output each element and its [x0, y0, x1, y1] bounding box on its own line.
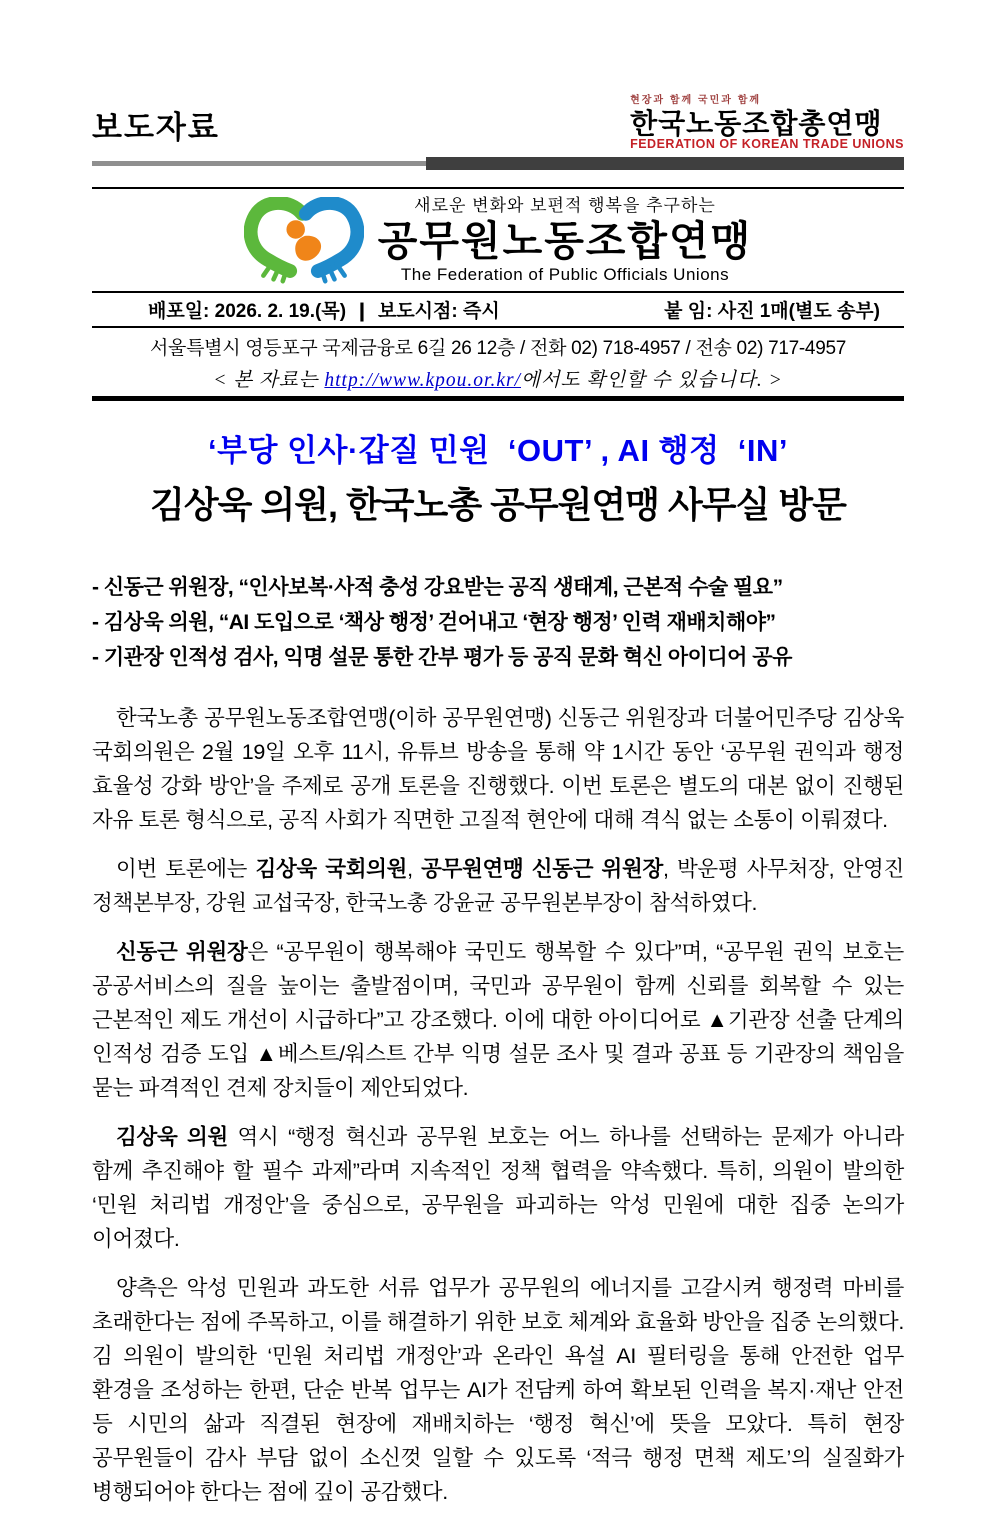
fktu-slogan: 현장과 함께 국민과 함께	[630, 95, 762, 106]
website-notice	[92, 364, 904, 392]
hands-heart-logo-icon	[244, 197, 364, 285]
org-english-name: The Federation of Public Officials Unions	[400, 265, 730, 285]
summary-item: - 신동근 위원장, “인사보복·사적 충성 강요받는 공직 생태계, 근본적 수술 필요”	[92, 576, 783, 600]
body-text: 역시 “행정 혁신과 공무원 보호는 어느 하나를 선택하는 문제가 아니라 함께 추진해야 할 필수 과제”라며 지속적인 정책 협력을 약속했다. 특히, 의원이 발의한 ‘민원 처리법 개정안’을 중심으로, 공무원을 파괴하는 악성 민원에 대한 집중 논의가 이어졌다.	[92, 1125, 904, 1252]
embargo-time: 보도시점: 즉시	[377, 301, 500, 323]
info-separator: ❙	[354, 301, 370, 323]
release-date: 배포일: 2026. 2. 19.(목)	[148, 301, 347, 323]
body-paragraph-4	[92, 1120, 904, 1256]
emphasis-text: 공무원연맹 신동근 위원장	[421, 857, 663, 882]
body-paragraph-1	[92, 701, 904, 837]
body-paragraph-5	[92, 1271, 904, 1509]
divider-thick-segment	[426, 157, 904, 170]
divider-thin-segment	[92, 161, 426, 166]
summary-list	[92, 570, 904, 675]
summary-item: - 김상욱 의원, “AI 도입으로 ‘책상 행정’ 걷어내고 ‘현장 행정’ 인력 재배치해야”	[92, 611, 776, 635]
notice-suffix: 에서도 확인할 수 있습니다. >	[521, 370, 783, 392]
emphasis-text: 김상욱 국회의원	[255, 857, 408, 882]
contact-block	[92, 328, 904, 401]
release-info	[148, 296, 500, 323]
fktu-logo-block	[630, 96, 904, 151]
article-body	[92, 701, 904, 1509]
org-name: 공무원노동조합연맹	[377, 217, 753, 264]
fktu-english-name: FEDERATION OF KOREAN TRADE UNIONS	[630, 136, 904, 151]
body-text: 양측은 악성 민원과 과도한 서류 업무가 공무원의 에너지를 고갈시켜 행정력 마비를 초래한다는 점에 주목하고, 이를 해결하기 위한 보호 체계와 효율화 방안을 집중 논의했다. 김 의원이 발의한 ‘민원 처리법 개정안’과 온라인 욕설 AI 필터링을 통해 안전한 업무 환경을 조성하는 한편, 단순 반복 업무는 AI가 전담케 하여 확보된 인력을 복지·재난 안전 등 시민의 삶과 직결된 현장에 재배치하는 ‘행정 혁신’에 뜻을 모았다. 특히 현장 공무원들이 감사 부담 없이 소신껏 일할 수 있도록 ‘적극 행정 면책 제도’의 실질화가 병행되어야 한다는 점에 깊이 공감했다.	[92, 1276, 904, 1505]
info-bar	[92, 291, 904, 328]
body-paragraph-3	[92, 935, 904, 1105]
summary-item: - 기관장 인적성 검사, 익명 설문 통한 간부 평가 등 공직 문화 혁신 아이디어 공유	[92, 646, 792, 670]
headline-main: ‘부당 인사·갑질 민원 ‘OUT’ , AI 행정 ‘IN’	[207, 433, 789, 469]
press-release-label: 보도자료	[92, 110, 220, 145]
kpou-url-link[interactable]: http://www.kpou.or.kr/	[324, 370, 521, 392]
body-text: 한국노총 공무원노동조합연맹(이하 공무원연맹) 신동근 위원장과 더불어민주당 김상욱 국회의원은 2월 19일 오후 11시, 유튜브 방송을 통해 약 1시간 동안 ‘공무원 권익과 행정 효율성 강화 방안’을 주제로 공개 토론을 진행했다. 이번 토론은 별도의 대본 없이 진행된 자유 토론 형식으로, 공직 사회가 직면한 고질적 현안에 대해 격식 없는 소통이 이뤄졌다.	[92, 706, 904, 833]
body-text: , 박운평 사무처장, 안영진 정책본부장, 강원 교섭국장, 한국노총 강윤균 공무원본부장이 참석하였다.	[92, 857, 904, 916]
body-text: ,	[407, 857, 422, 882]
fktu-name: 한국노동조합총연맹	[630, 107, 883, 139]
org-banner	[92, 189, 904, 291]
body-paragraph-2	[92, 852, 904, 920]
notice-prefix: < 본 자료는	[213, 370, 325, 392]
body-text: 은 “공무원이 행복해야 국민도 행복할 수 있다”며, “공무원 권익 보호는 공공서비스의 질을 높이는 출발점이며, 국민과 공무원이 함께 신뢰를 회복할 수 있는 근본적인 제도 개선이 시급하다”고 강조했다. 이에 대한 아이디어로 ▲기관장 선출 단계의 인적성 검증 도입 ▲베스트/워스트 간부 익명 설문 조사 및 결과 공표 등 기관장의 책임을 묻는 파격적인 견제 장치들이 제안되었다.	[92, 940, 904, 1101]
emphasis-text: 신동근 위원장	[116, 940, 248, 965]
masthead	[92, 96, 904, 170]
attachment-info: 붙 임: 사진 1매(별도 송부)	[664, 301, 880, 323]
emphasis-text: 김상욱 의원	[116, 1125, 228, 1150]
masthead-divider	[92, 157, 904, 170]
body-text: 이번 토론에는	[116, 857, 256, 882]
headline-sub: 김상욱 의원, 한국노총 공무원연맹 사무실 방문	[150, 484, 846, 526]
org-tagline: 새로운 변화와 보편적 행복을 추구하는	[414, 196, 716, 216]
address-line: 서울특별시 영등포구 국제금융로 6길 26 12층 / 전화 02) 718-4957 / 전송 02) 717-4957	[149, 338, 846, 360]
